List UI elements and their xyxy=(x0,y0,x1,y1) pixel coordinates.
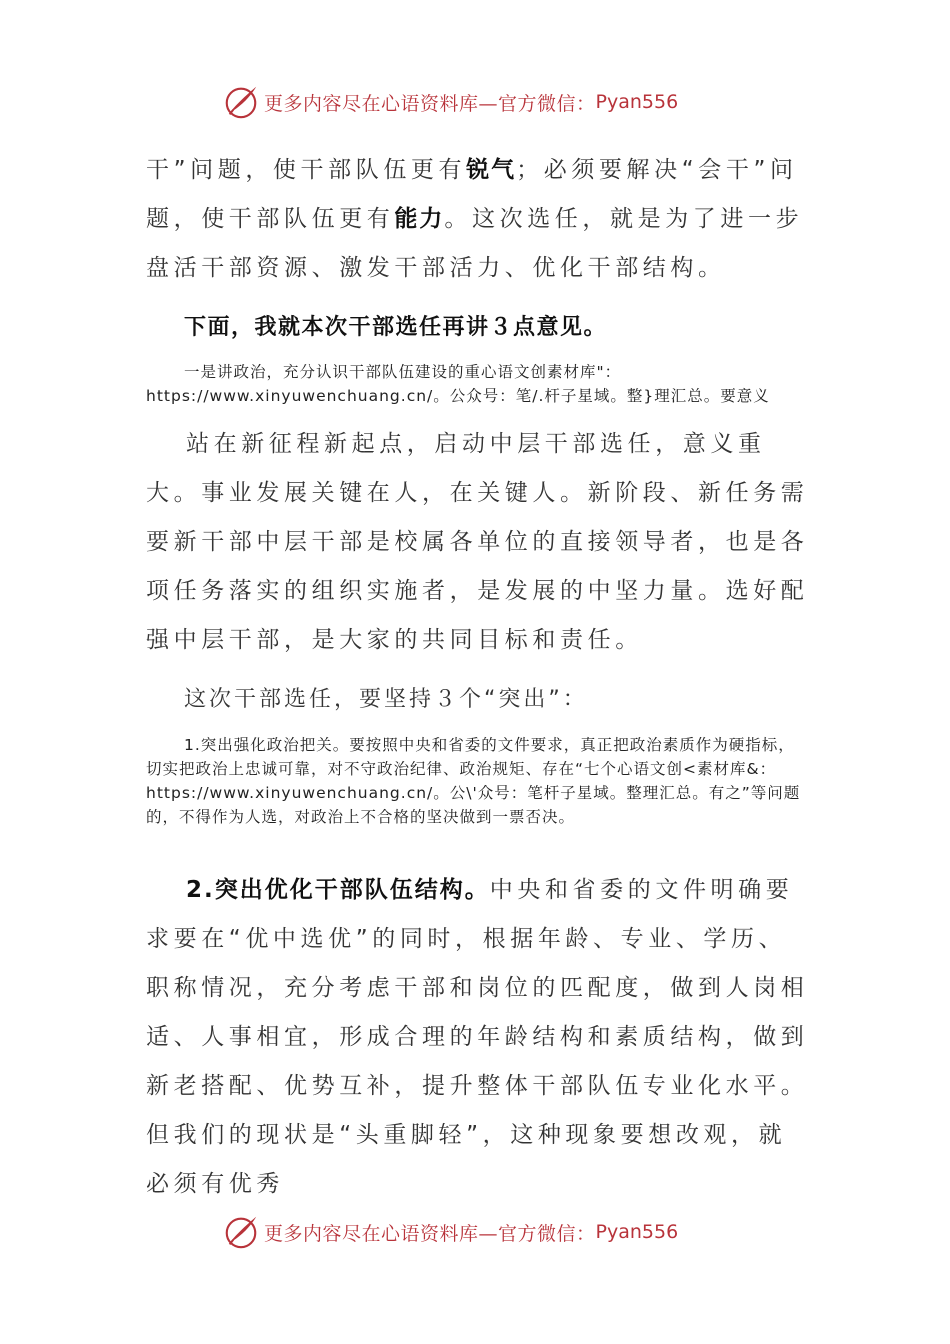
header-banner-text: 更多内容尽在心语资料库—官方微信： xyxy=(264,92,596,115)
paragraph-1-text-c: 。这次选任，就是为了进一步盘活干部资源、激发干部活力、优化干部结构。 xyxy=(146,206,804,281)
paragraph-1-bold-b: 能力 xyxy=(394,206,445,232)
quill-pen-logo-icon xyxy=(222,83,260,121)
small-paragraph-1: 一是讲政治，充分认识干部队伍建设的重心语文创素材库"：https://www.xinyuwenchuang.cn/。公众号：笔/.杆子星域。整}理汇总。要意义 xyxy=(146,363,770,405)
header-banner-wechat: Pyan556 xyxy=(595,91,679,113)
three-highlights-intro: 这次干部选任，要坚持３个“突出”： xyxy=(184,687,588,712)
footer-banner xyxy=(222,1212,782,1252)
paragraph-1-bold-a: 锐气 xyxy=(466,157,517,183)
paragraph-4-text: 中央和省委的文件明确要求要在“优中选优”的同时，根据年龄、专业、学历、职称情况，充分考虑干部和岗位的匹配度，做到人岗相适、人事相宜，形成合理的年龄结构和素质结构，做到新老搭配、优势互补，提升整体干部队伍专业化水平。但我们的现状是“头重脚轻”，这种现象要想改观，就必须有优秀 xyxy=(146,877,809,1197)
small-paragraph-2: 1.突出强化政治把关。要按照中央和省委的文件要求，真正把政治素质作为硬指标，切实把政治上忠诚可靠，对不守政治纪律、政治规矩、存在“七个心语文创<素材库&：https://www.xinyuwenchuang.cn/。公\'众号：笔杆子星域。整理汇总。有之”等问题的，不得作为人选，对政治上不合格的坚决做到一票否决。 xyxy=(146,736,801,826)
paragraph-4 xyxy=(146,866,811,1209)
paragraph-2: 站在新征程新起点，启动中层干部选任，意义重大。事业发展关键在人，在关键人。新阶段、新任务需要新干部中层干部是校属各单位的直接领导者，也是各项任务落实的组织实施者，是发展的中坚力量。选好配强中层干部，是大家的共同目标和责任。 xyxy=(146,431,809,653)
paragraph-1 xyxy=(146,146,811,293)
section-heading: 下面，我就本次干部选任再讲３点意见。 xyxy=(184,315,608,340)
footer-banner-wechat: Pyan556 xyxy=(595,1221,679,1243)
paragraph-1-text-b: ；必须要解决“会干”问题，使干部队伍更有 xyxy=(146,157,798,232)
footer-banner-text: 更多内容尽在心语资料库—官方微信： xyxy=(264,1222,596,1245)
header-banner xyxy=(222,82,782,122)
paragraph-1-text-a: 干”问题，使干部队伍更有 xyxy=(146,157,467,183)
quill-pen-logo-icon xyxy=(222,1213,260,1251)
paragraph-4-bold-title: 2.突出优化干部队伍结构。 xyxy=(186,877,490,903)
